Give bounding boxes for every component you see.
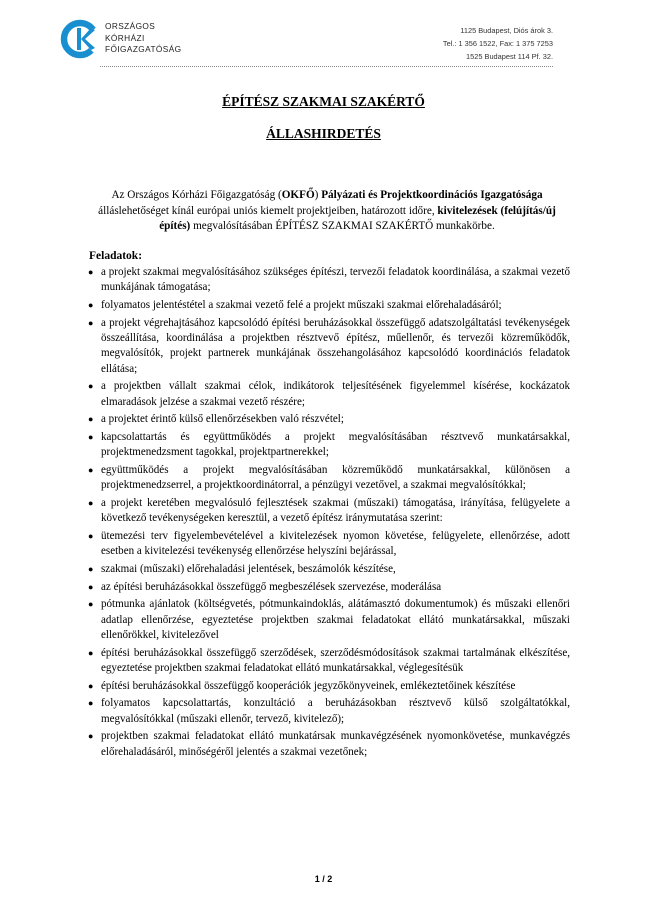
list-item [88, 729, 570, 760]
page-title: ÉPÍTÉSZ SZAKMAI SZAKÉRTŐ [222, 94, 425, 109]
postal-address: 1525 Budapest 114 Pf. 32. [466, 52, 553, 61]
intro-text: megvalósításában ÉPÍTÉSZ SZAKMAI SZAKÉRTŐ munkakörbe. [190, 220, 495, 232]
intro-works: kivitelezések (felújítás/új építés) [159, 204, 556, 232]
list-item [88, 562, 570, 577]
task-text: pótmunka ajánlatok (költségvetés, pótmunkaindoklás, alátámasztó dokumentumok) és műszaki ellenőri adatlap ellenőrzése, egyeztetése projektben szakmai feladatokat ellátó munkatársakkal, műszaki ellenőrökkel, kivitelezővel [101, 598, 570, 641]
intro-org-abbr: OKFŐ [281, 189, 315, 201]
bullet-icon: ● [88, 731, 94, 742]
task-text: projektben szakmai feladatokat ellátó munkatársak munkavégzésének nyomonkövetése, munkavégzés előrehaladásáról, minőségéről jelentés a szakmai vezetőnek; [101, 730, 570, 758]
okfo-logo [60, 19, 100, 59]
bullet-icon: ● [88, 498, 94, 508]
list-item [88, 679, 570, 694]
list-item [88, 696, 570, 727]
list-item [88, 580, 570, 595]
task-text: építési beruházásokkal összefüggő kooperációk jegyzőkönyveinek, emlékeztetőinek készítése [101, 679, 516, 692]
list-item [88, 379, 570, 410]
list-item [88, 529, 570, 560]
bullet-icon: ● [88, 317, 94, 328]
bullet-icon: ● [88, 564, 94, 574]
task-text: kapcsolattartás és együttműködés a projekt megvalósításában résztvevő munkatársakkal, projektmenedzsment tagokkal, projektpartnerekkel; [101, 431, 570, 459]
intro-paragraph [94, 188, 560, 235]
intro-text: álláslehetőséget kínál európai uniós kiemelt projektjeiben, határozott időre, [98, 204, 438, 217]
bullet-icon: ● [88, 414, 94, 425]
org-name-line-1: ORSZÁGOS [105, 21, 156, 31]
list-item [88, 412, 570, 427]
bullet-icon: ● [88, 680, 94, 691]
task-text: építési beruházásokkal összefüggő szerződések, szerződésmódosítások szakmai tartalmának elkészítése, egyeztetése projektben szakmai feladatokat ellátó munkatársakkal, véglegesítésük [101, 646, 570, 674]
list-item [88, 316, 570, 378]
task-text: a projekt végrehajtásához kapcsolódó építési beruházásokkal összefüggő adatszolgáltatási tevékenységek összeállítása, koordinálása a projektben résztvevő építész, műellenőr, és tervezői közreműködők, megvalósítók, projekt partnerek munkájának összehangolásához kapcsolódó koordinációs feladatok ellátása; [101, 316, 570, 375]
list-item [88, 265, 570, 296]
page-number: 1 / 2 [314, 874, 333, 884]
bullet-icon: ● [88, 432, 94, 442]
task-text: az építési beruházásokkal összefüggő megbeszélések szervezése, moderálása [101, 580, 442, 593]
task-text: a projektben vállalt szakmai célok, indikátorok teljesítésének figyelemmel kísérése, kockázatok elmaradások jelzése a szakmai vezető részére; [101, 380, 570, 408]
intro-text: Az Országos Kórházi Főigazgatóság ( [111, 189, 282, 201]
task-list [88, 265, 570, 762]
task-text: folyamatos jelentéstétel a szakmai vezető felé a projekt műszaki szakmai előrehaladásáról; [101, 299, 502, 311]
bullet-icon: ● [88, 581, 94, 592]
tasks-heading: Feladatok: [89, 250, 143, 262]
phone-fax: Tel.: 1 356 1522, Fax: 1 375 7253 [442, 39, 553, 48]
bullet-icon: ● [88, 599, 94, 610]
bullet-icon: ● [88, 381, 94, 392]
task-text: a projektet érintő külső ellenőrzésekben való részvétel; [101, 413, 344, 426]
task-text: ütemezési terv figyelembevételével a kivitelezések nyomon követése, felügyelete, ellenőrzése, adott esetben a kivitelezési tevékenység ellenőrzése helyszíni bejárással, [101, 530, 570, 558]
bullet-icon: ● [88, 531, 94, 541]
bullet-icon: ● [88, 267, 94, 277]
list-item [88, 430, 570, 461]
task-text: folyamatos kapcsolattartás, konzultáció a beruházásokban résztvevő külső szolgáltatókkal, megvalósítókkal (műszaki ellenőr, tervező, kivitelező); [101, 697, 570, 725]
intro-directorate: Pályázati és Projektkoordinációs Igazgatósága [321, 189, 543, 201]
task-text: a projekt keretében megvalósuló fejlesztések szakmai (műszaki) támogatása, irányítása, felügyelete a következő tevékenységeken keresztül, a vezető építész iránymutatása szerint: [101, 497, 570, 525]
list-item [88, 463, 570, 494]
bullet-icon: ● [88, 698, 94, 709]
list-item [88, 298, 570, 313]
page-subtitle: ÁLLASHIRDETÉS [266, 126, 381, 141]
bullet-icon: ● [88, 465, 94, 475]
org-name-line-3: FŐIGAZGATÓSÁG [105, 44, 182, 55]
org-name-line-2: KÓRHÁZI [105, 32, 145, 43]
intro-text: ) [314, 189, 322, 201]
contact-block [443, 24, 553, 63]
header-divider [100, 66, 553, 67]
bullet-icon: ● [88, 647, 94, 658]
task-text: szakmai (műszaki) előrehaladási jelentések, beszámolók készítése, [101, 563, 396, 575]
address: 1125 Budapest, Diós árok 3. [460, 26, 553, 35]
organization-name [105, 21, 182, 56]
list-item [88, 646, 570, 677]
bullet-icon: ● [88, 300, 94, 310]
list-item [88, 597, 570, 643]
task-text: a projekt szakmai megvalósításához szükséges építészi, tervezői feladatok koordinálása, a szakmai vezető munkájának támogatása; [101, 266, 570, 294]
task-text: együttműködés a projekt megvalósításában közreműködő munkatársakkal, különösen a projektmenedzserrel, a projektkoordinátorral, a pénzügyi vezetővel, a szakmai megvalósítókkal; [101, 464, 570, 492]
list-item [88, 496, 570, 527]
